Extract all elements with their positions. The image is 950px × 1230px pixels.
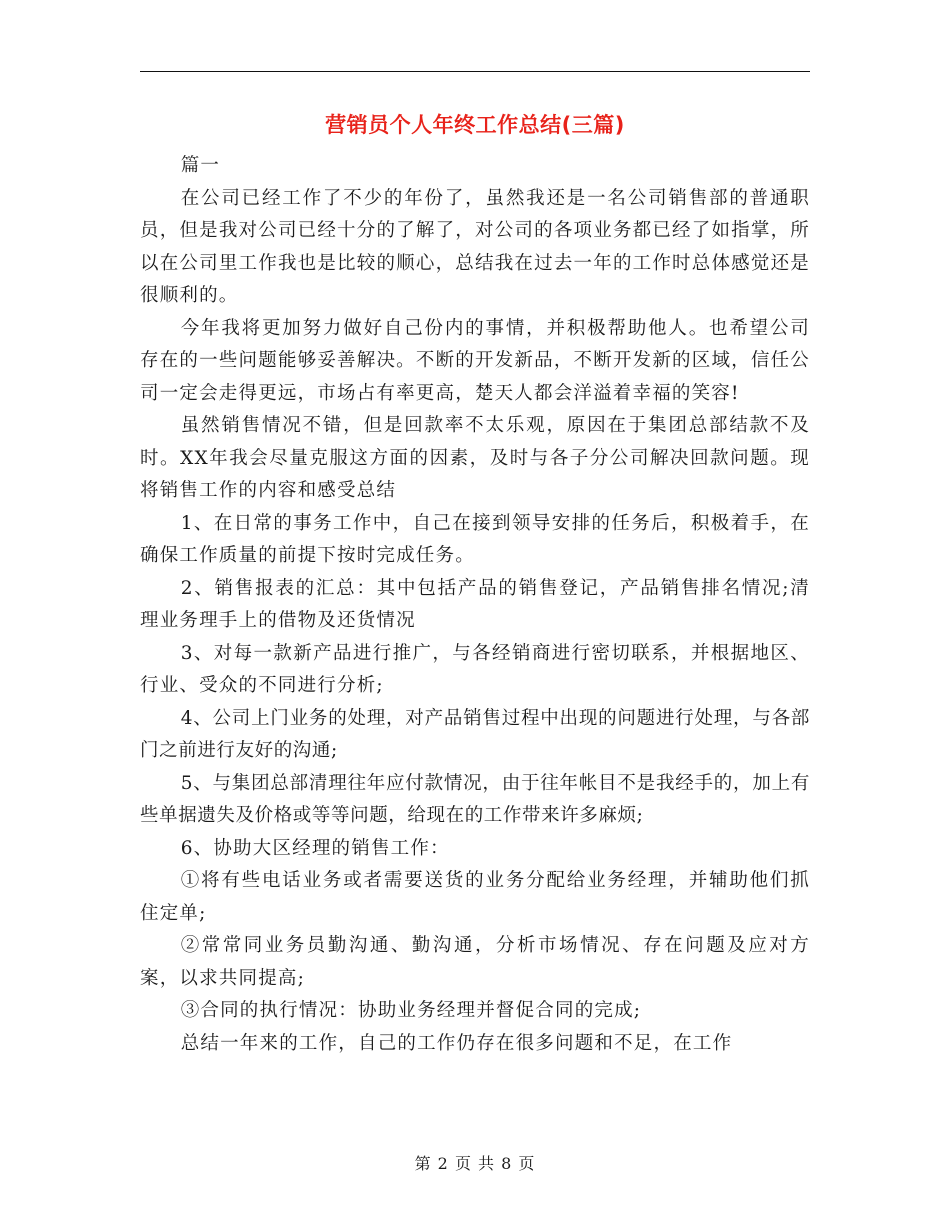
- document-title: 营销员个人年终工作总结(三篇): [325, 113, 625, 137]
- sub-list-item: ①将有些电话业务或者需要送货的业务分配给业务经理，并辅助他们抓住定单;: [140, 870, 810, 924]
- paragraph: 总结一年来的工作，自己的工作仍存在很多问题和不足，在工作: [180, 1032, 733, 1054]
- paragraph: 今年我将更加努力做好自己份内的事情，并积极帮助他人。也希望公司存在的一些问题能够妥善解决。不断的开发新品，不断开发新的区域，信任公司一定会走得更远，市场占有率更高，楚天人都会洋溢着幸福的笑容!: [140, 317, 810, 404]
- list-item: 1、在日常的事务工作中，自己在接到领导安排的任务后，积极着手，在确保工作质量的前提下按时完成任务。: [140, 512, 810, 566]
- page-indicator: 第 2 页 共 8 页: [414, 1154, 536, 1173]
- paragraph: 虽然销售情况不错，但是回款率不太乐观，原因在于集团总部结款不及时。XX年我会尽量克服这方面的因素，及时与各子分公司解决回款问题。现将销售工作的内容和感受总结: [140, 415, 810, 501]
- sub-list-item: ②常常同业务员勤沟通、勤沟通，分析市场情况、存在问题及应对方案，以求共同提高;: [140, 935, 810, 989]
- list-item: 3、对每一款新产品进行推广，与各经销商进行密切联系，并根据地区、行业、受众的不同进行分析;: [140, 642, 810, 696]
- document-body: [140, 150, 810, 1060]
- sub-list-item: ③合同的执行情况：协助业务经理并督促合同的完成;: [180, 1000, 642, 1021]
- paragraph: 在公司已经工作了不少的年份了，虽然我还是一名公司销售部的普通职员，但是我对公司已经十分的了解了，对公司的各项业务都已经了如指掌，所以在公司里工作我也是比较的顺心，总结我在过去一年的工作时总体感觉还是很顺利的。: [140, 187, 810, 306]
- list-item: 4、公司上门业务的处理，对产品销售过程中出现的问题进行处理，与各部门之前进行友好的沟通;: [140, 707, 810, 761]
- list-item: 5、与集团总部清理往年应付款情况，由于往年帐目不是我经手的，加上有些单据遗失及价格或等等问题，给现在的工作带来许多麻烦;: [140, 772, 810, 826]
- section-label: 篇一: [180, 155, 221, 176]
- list-item: 2、销售报表的汇总：其中包括产品的销售登记，产品销售排名情况;清理业务理手上的借物及还货情况: [140, 577, 810, 631]
- list-item: 6、协助大区经理的销售工作：: [180, 837, 450, 859]
- header-rule: [140, 71, 810, 72]
